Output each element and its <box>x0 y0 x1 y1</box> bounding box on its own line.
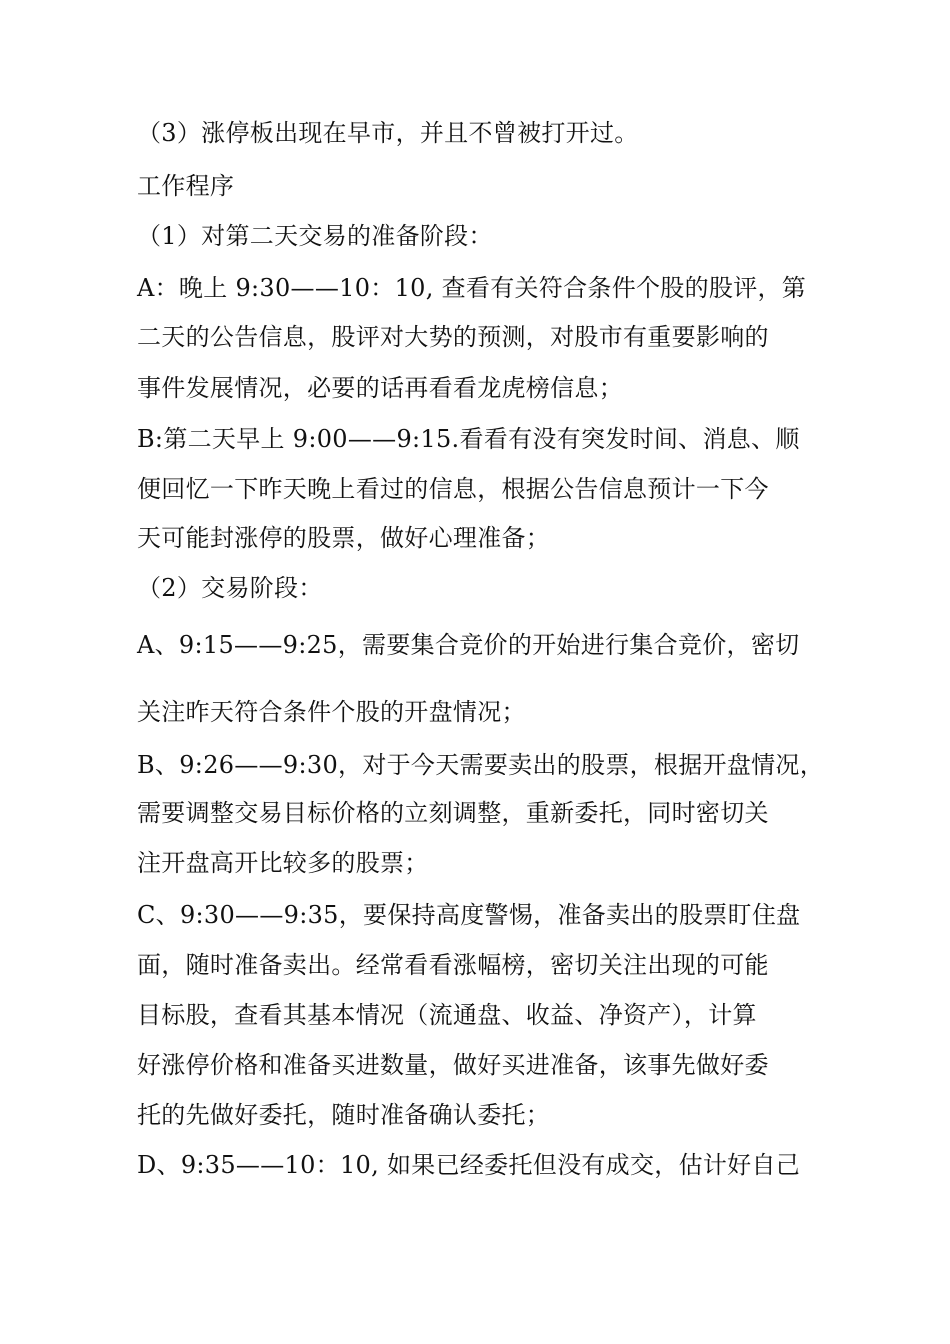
subsection-heading-preparation: （1）对第二天交易的准备阶段： <box>137 222 493 250</box>
trading-c-line-2: 面，随时准备卖出。经常看看涨幅榜，密切关注出现的可能 <box>137 951 769 979</box>
subsection-heading-trading: （2）交易阶段： <box>137 574 323 602</box>
paragraph-b-line-3: 天可能封涨停的股票，做好心理准备； <box>137 524 551 552</box>
trading-c-line-1: C、9:30——9:35，要保持高度警惕，准备卖出的股票盯住盘 <box>137 901 801 929</box>
trading-b-line-2: 需要调整交易目标价格的立刻调整，重新委托，同时密切关 <box>137 799 769 827</box>
trading-b-line-1: B、9:26——9:30，对于今天需要卖出的股票，根据开盘情况， <box>137 751 825 779</box>
paragraph-condition-3: （3）涨停板出现在早市，并且不曾被打开过。 <box>137 119 639 147</box>
trading-a-line-2: 关注昨天符合条件个股的开盘情况； <box>137 698 526 726</box>
paragraph-a-line-3: 事件发展情况，必要的话再看看龙虎榜信息； <box>137 374 623 402</box>
paragraph-b-line-2: 便回忆一下昨天晚上看过的信息，根据公告信息预计一下今 <box>137 475 769 503</box>
paragraph-b-line-1: B:第二天早上 9:00——9:15.看看有没有突发时间、消息、顺 <box>137 425 800 453</box>
trading-a-line-1: A、9:15——9:25，需要集合竞价的开始进行集合竞价，密切 <box>137 631 800 659</box>
trading-c-line-5: 托的先做好委托，随时准备确认委托； <box>137 1101 551 1129</box>
trading-c-line-4: 好涨停价格和准备买进数量，做好买进准备，该事先做好委 <box>137 1051 769 1079</box>
paragraph-a-line-2: 二天的公告信息，股评对大势的预测，对股市有重要影响的 <box>137 323 769 351</box>
section-heading-work-procedure: 工作程序 <box>137 172 235 200</box>
paragraph-a-line-1: A：晚上 9:30——10：10, 查看有关符合条件个股的股评，第 <box>137 274 807 302</box>
trading-d-line-1: D、9:35——10：10, 如果已经委托但没有成交，估计好自己 <box>137 1151 801 1179</box>
trading-c-line-3: 目标股，查看其基本情况（流通盘、收益、净资产），计算 <box>137 1001 757 1029</box>
trading-b-line-3: 注开盘高开比较多的股票； <box>137 849 429 877</box>
